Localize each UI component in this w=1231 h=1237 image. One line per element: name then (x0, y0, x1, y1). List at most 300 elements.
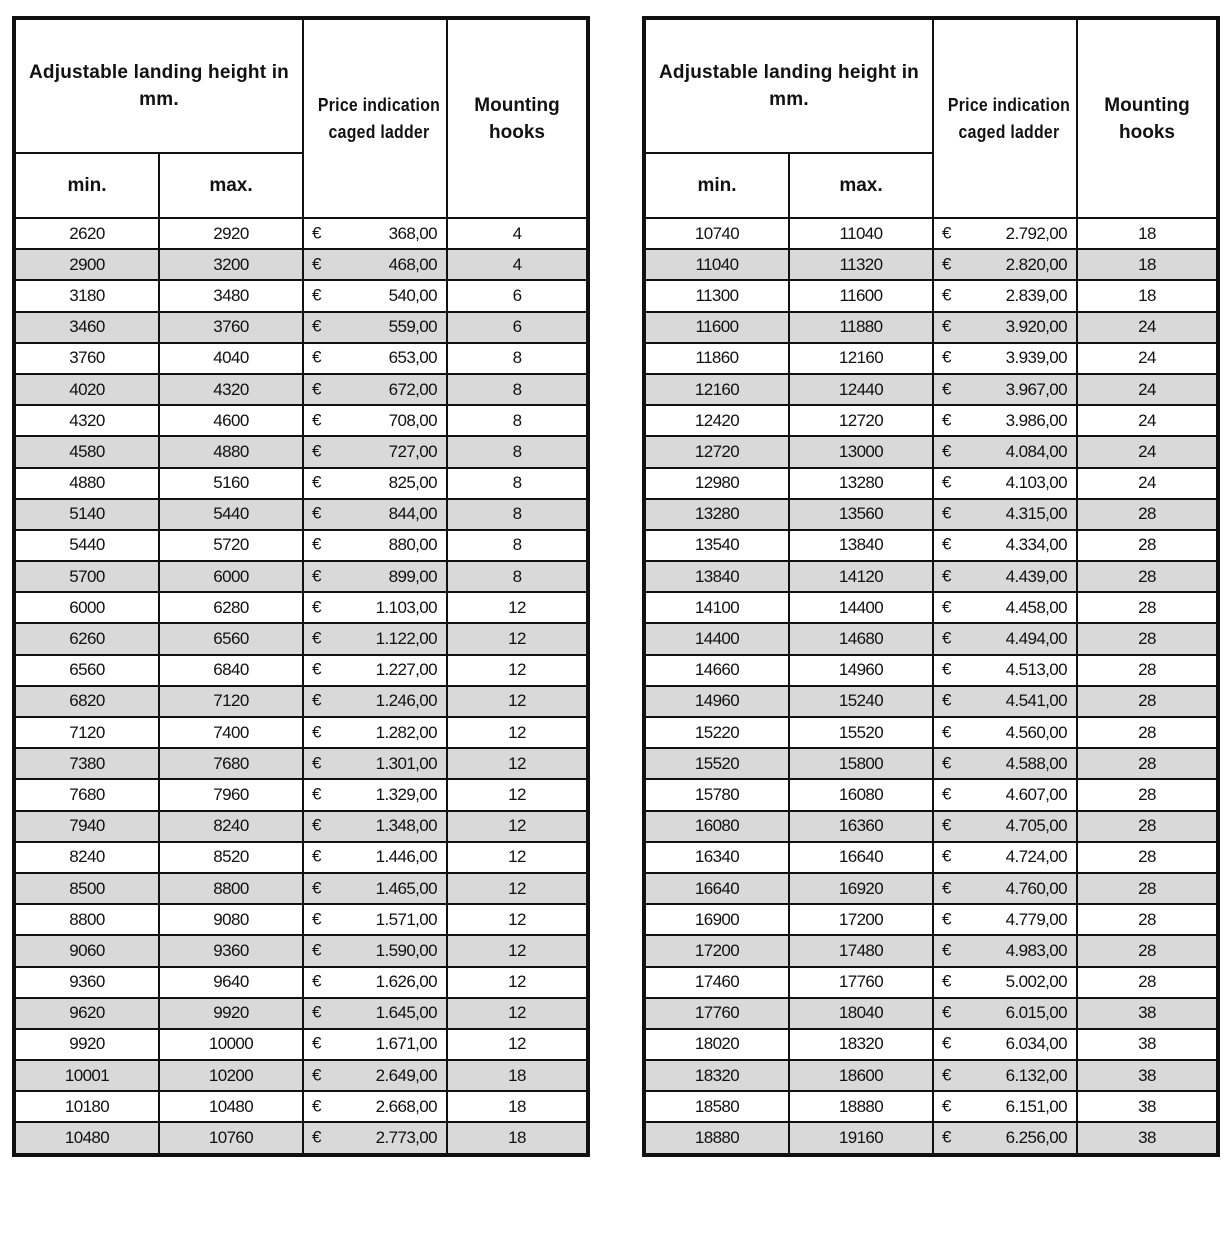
table-row (14, 1091, 588, 1122)
euro-symbol: € (312, 347, 321, 367)
cell-mounting-hooks: 28 (1077, 717, 1218, 748)
table-row (14, 873, 588, 904)
price-amount: 880,00 (388, 535, 438, 555)
price-amount: 1.645,00 (375, 1003, 438, 1023)
cell-min: 5140 (14, 499, 159, 530)
cell-mounting-hooks: 38 (1077, 1122, 1218, 1154)
price-amount: 4.513,00 (1005, 660, 1068, 680)
table-row (14, 592, 588, 623)
cell-mounting-hooks: 12 (447, 873, 588, 904)
cell-min: 4020 (14, 374, 159, 405)
cell-mounting-hooks: 28 (1077, 623, 1218, 654)
table-row (644, 1122, 1218, 1154)
euro-symbol: € (312, 503, 321, 523)
header-price-label: Price indication caged ladder (317, 94, 441, 142)
cell-price (303, 686, 447, 717)
euro-symbol: € (942, 597, 951, 617)
price-table-left (12, 16, 590, 1157)
cell-max: 8240 (159, 811, 303, 842)
cell-min: 5700 (14, 561, 159, 592)
euro-symbol: € (942, 659, 951, 679)
price-amount: 672,00 (388, 379, 438, 399)
cell-min: 11860 (644, 343, 789, 374)
cell-min: 3760 (14, 343, 159, 374)
euro-symbol: € (942, 909, 951, 929)
price-amount: 1.103,00 (375, 597, 438, 617)
price-amount: 708,00 (388, 410, 438, 430)
cell-mounting-hooks: 18 (1077, 280, 1218, 311)
cell-min: 6260 (14, 623, 159, 654)
cell-price (303, 312, 447, 343)
euro-symbol: € (312, 535, 321, 555)
euro-symbol: € (312, 784, 321, 804)
cell-price (933, 1029, 1077, 1060)
euro-symbol: € (312, 566, 321, 586)
cell-price (303, 1060, 447, 1091)
table-row (14, 779, 588, 810)
table-row (644, 873, 1218, 904)
price-amount: 4.084,00 (1005, 441, 1068, 461)
euro-symbol: € (312, 472, 321, 492)
cell-min: 10740 (644, 218, 789, 249)
table-row (644, 405, 1218, 436)
table-row (644, 967, 1218, 998)
cell-mounting-hooks: 28 (1077, 499, 1218, 530)
cell-mounting-hooks: 28 (1077, 686, 1218, 717)
cell-mounting-hooks: 12 (447, 779, 588, 810)
euro-symbol: € (942, 503, 951, 523)
table-row (644, 717, 1218, 748)
cell-price (303, 655, 447, 686)
euro-symbol: € (312, 441, 321, 461)
cell-price (933, 967, 1077, 998)
cell-min: 7120 (14, 717, 159, 748)
cell-mounting-hooks: 38 (1077, 998, 1218, 1029)
table-row (14, 312, 588, 343)
cell-price (303, 1122, 447, 1154)
cell-price (303, 904, 447, 935)
cell-price (933, 811, 1077, 842)
cell-mounting-hooks: 8 (447, 374, 588, 405)
cell-min: 17460 (644, 967, 789, 998)
cell-min: 7940 (14, 811, 159, 842)
table-row (14, 904, 588, 935)
table-row (14, 686, 588, 717)
cell-min: 12980 (644, 468, 789, 499)
cell-min: 2900 (14, 249, 159, 280)
cell-max: 13840 (789, 530, 933, 561)
table-row (644, 686, 1218, 717)
cell-mounting-hooks: 4 (447, 249, 588, 280)
table-row (14, 343, 588, 374)
price-amount: 2.668,00 (375, 1096, 438, 1116)
price-amount: 3.986,00 (1005, 410, 1068, 430)
price-amount: 4.458,00 (1005, 597, 1068, 617)
cell-price (933, 623, 1077, 654)
table-row (644, 280, 1218, 311)
cell-mounting-hooks: 12 (447, 655, 588, 686)
table-row (14, 655, 588, 686)
cell-price (933, 561, 1077, 592)
cell-max: 14400 (789, 592, 933, 623)
price-amount: 5.002,00 (1005, 972, 1068, 992)
cell-mounting-hooks: 28 (1077, 779, 1218, 810)
table-row (14, 967, 588, 998)
cell-max: 17200 (789, 904, 933, 935)
table-row (14, 1029, 588, 1060)
euro-symbol: € (312, 815, 321, 835)
cell-mounting-hooks: 28 (1077, 967, 1218, 998)
cell-mounting-hooks: 28 (1077, 873, 1218, 904)
cell-min: 2620 (14, 218, 159, 249)
euro-symbol: € (942, 628, 951, 648)
cell-mounting-hooks: 24 (1077, 405, 1218, 436)
price-amount: 844,00 (388, 504, 438, 524)
euro-symbol: € (942, 1002, 951, 1022)
table-row (14, 811, 588, 842)
table-row (14, 935, 588, 966)
cell-max: 10000 (159, 1029, 303, 1060)
cell-min: 8500 (14, 873, 159, 904)
cell-price (303, 530, 447, 561)
price-amount: 1.122,00 (375, 629, 438, 649)
price-amount: 468,00 (388, 254, 438, 274)
header-min: min. (14, 153, 159, 218)
table-row (14, 530, 588, 561)
price-amount: 4.439,00 (1005, 566, 1068, 586)
cell-price (303, 280, 447, 311)
price-amount: 1.227,00 (375, 660, 438, 680)
cell-min: 7380 (14, 748, 159, 779)
cell-price (303, 623, 447, 654)
cell-max: 19160 (789, 1122, 933, 1154)
cell-price (933, 436, 1077, 467)
cell-max: 9080 (159, 904, 303, 935)
cell-max: 4320 (159, 374, 303, 405)
cell-min: 4320 (14, 405, 159, 436)
price-amount: 4.760,00 (1005, 878, 1068, 898)
cell-min: 4880 (14, 468, 159, 499)
euro-symbol: € (312, 846, 321, 866)
header-landing-height: Adjustable landing height in mm. (644, 18, 933, 153)
cell-min: 11040 (644, 249, 789, 280)
cell-price (933, 717, 1077, 748)
cell-min: 14400 (644, 623, 789, 654)
table-row (14, 468, 588, 499)
cell-min: 13280 (644, 499, 789, 530)
cell-min: 14100 (644, 592, 789, 623)
cell-mounting-hooks: 28 (1077, 935, 1218, 966)
price-amount: 4.560,00 (1005, 722, 1068, 742)
price-amount: 3.967,00 (1005, 379, 1068, 399)
cell-price (303, 873, 447, 904)
table-row (644, 1060, 1218, 1091)
cell-min: 18320 (644, 1060, 789, 1091)
cell-mounting-hooks: 12 (447, 623, 588, 654)
cell-min: 9620 (14, 998, 159, 1029)
cell-min: 9060 (14, 935, 159, 966)
cell-mounting-hooks: 6 (447, 280, 588, 311)
euro-symbol: € (942, 379, 951, 399)
cell-mounting-hooks: 28 (1077, 655, 1218, 686)
cell-mounting-hooks: 12 (447, 935, 588, 966)
cell-price (303, 717, 447, 748)
cell-mounting-hooks: 28 (1077, 748, 1218, 779)
cell-max: 5720 (159, 530, 303, 561)
table-row (644, 436, 1218, 467)
euro-symbol: € (312, 1127, 321, 1147)
header-price (303, 18, 447, 218)
cell-mounting-hooks: 12 (447, 592, 588, 623)
price-amount: 2.649,00 (375, 1065, 438, 1085)
price-amount: 653,00 (388, 348, 438, 368)
euro-symbol: € (942, 1065, 951, 1085)
cell-max: 18600 (789, 1060, 933, 1091)
cell-max: 13000 (789, 436, 933, 467)
cell-max: 5440 (159, 499, 303, 530)
header-mounting-hooks: Mounting hooks (1077, 18, 1218, 218)
cell-mounting-hooks: 18 (1077, 249, 1218, 280)
header-landing-height: Adjustable landing height in mm. (14, 18, 303, 153)
table-row (644, 779, 1218, 810)
cell-max: 12160 (789, 343, 933, 374)
price-amount: 899,00 (388, 566, 438, 586)
cell-price (303, 998, 447, 1029)
cell-max: 2920 (159, 218, 303, 249)
cell-price (933, 312, 1077, 343)
price-amount: 1.626,00 (375, 972, 438, 992)
cell-max: 11320 (789, 249, 933, 280)
cell-min: 12720 (644, 436, 789, 467)
cell-price (933, 779, 1077, 810)
table-row (14, 218, 588, 249)
cell-price (933, 280, 1077, 311)
cell-price (933, 499, 1077, 530)
cell-mounting-hooks: 12 (447, 998, 588, 1029)
cell-max: 6000 (159, 561, 303, 592)
euro-symbol: € (312, 379, 321, 399)
euro-symbol: € (312, 254, 321, 274)
cell-price (933, 249, 1077, 280)
cell-min: 6820 (14, 686, 159, 717)
euro-symbol: € (942, 1096, 951, 1116)
cell-mounting-hooks: 24 (1077, 343, 1218, 374)
cell-mounting-hooks: 12 (447, 748, 588, 779)
cell-min: 3460 (14, 312, 159, 343)
table-row (14, 717, 588, 748)
price-amount: 4.705,00 (1005, 816, 1068, 836)
cell-max: 10760 (159, 1122, 303, 1154)
cell-mounting-hooks: 8 (447, 343, 588, 374)
cell-max: 15800 (789, 748, 933, 779)
cell-min: 13540 (644, 530, 789, 561)
table-row (644, 998, 1218, 1029)
table-row (644, 748, 1218, 779)
price-amount: 727,00 (388, 441, 438, 461)
price-table-right (642, 16, 1220, 1157)
table-row (14, 405, 588, 436)
price-amount: 6.132,00 (1005, 1065, 1068, 1085)
euro-symbol: € (312, 659, 321, 679)
price-amount: 3.939,00 (1005, 348, 1068, 368)
table-row (14, 249, 588, 280)
cell-price (933, 1060, 1077, 1091)
cell-min: 15220 (644, 717, 789, 748)
table-row (644, 561, 1218, 592)
price-amount: 2.820,00 (1005, 254, 1068, 274)
price-amount: 1.348,00 (375, 816, 438, 836)
cell-min: 16340 (644, 842, 789, 873)
cell-price (303, 561, 447, 592)
euro-symbol: € (942, 1034, 951, 1054)
cell-max: 17760 (789, 967, 933, 998)
table-row (644, 218, 1218, 249)
price-amount: 559,00 (388, 317, 438, 337)
cell-mounting-hooks: 24 (1077, 436, 1218, 467)
price-amount: 4.607,00 (1005, 784, 1068, 804)
cell-mounting-hooks: 28 (1077, 811, 1218, 842)
cell-price (933, 686, 1077, 717)
cell-max: 10480 (159, 1091, 303, 1122)
header-price-label: Price indication caged ladder (947, 94, 1071, 142)
price-amount: 4.724,00 (1005, 847, 1068, 867)
price-amount: 2.773,00 (375, 1128, 438, 1148)
price-amount: 4.334,00 (1005, 535, 1068, 555)
euro-symbol: € (942, 347, 951, 367)
cell-mounting-hooks: 28 (1077, 592, 1218, 623)
euro-symbol: € (312, 878, 321, 898)
table-row (644, 468, 1218, 499)
cell-price (933, 998, 1077, 1029)
table-row (644, 623, 1218, 654)
cell-mounting-hooks: 12 (447, 686, 588, 717)
cell-price (933, 1091, 1077, 1122)
cell-max: 12720 (789, 405, 933, 436)
price-amount: 6.256,00 (1005, 1128, 1068, 1148)
cell-max: 8520 (159, 842, 303, 873)
euro-symbol: € (312, 628, 321, 648)
euro-symbol: € (312, 722, 321, 742)
cell-price (303, 811, 447, 842)
price-amount: 1.282,00 (375, 722, 438, 742)
cell-max: 9640 (159, 967, 303, 998)
cell-mounting-hooks: 24 (1077, 312, 1218, 343)
cell-price (303, 967, 447, 998)
price-amount: 1.329,00 (375, 784, 438, 804)
euro-symbol: € (312, 909, 321, 929)
price-amount: 4.494,00 (1005, 629, 1068, 649)
euro-symbol: € (942, 940, 951, 960)
cell-min: 14660 (644, 655, 789, 686)
price-amount: 368,00 (388, 223, 438, 243)
cell-max: 4880 (159, 436, 303, 467)
table-row (14, 1060, 588, 1091)
price-amount: 4.983,00 (1005, 940, 1068, 960)
cell-mounting-hooks: 8 (447, 436, 588, 467)
table-row (14, 374, 588, 405)
cell-price (303, 436, 447, 467)
table-row (14, 436, 588, 467)
cell-max: 18880 (789, 1091, 933, 1122)
price-amount: 540,00 (388, 285, 438, 305)
cell-max: 7680 (159, 748, 303, 779)
cell-price (933, 405, 1077, 436)
header-price (933, 18, 1077, 218)
cell-mounting-hooks: 38 (1077, 1060, 1218, 1091)
euro-symbol: € (942, 410, 951, 430)
cell-max: 13560 (789, 499, 933, 530)
euro-symbol: € (942, 878, 951, 898)
euro-symbol: € (942, 472, 951, 492)
euro-symbol: € (942, 316, 951, 336)
table-row (644, 1029, 1218, 1060)
cell-mounting-hooks: 12 (447, 1029, 588, 1060)
cell-price (303, 592, 447, 623)
cell-max: 11600 (789, 280, 933, 311)
cell-max: 16080 (789, 779, 933, 810)
cell-mounting-hooks: 28 (1077, 842, 1218, 873)
price-amount: 2.839,00 (1005, 285, 1068, 305)
cell-max: 11040 (789, 218, 933, 249)
cell-min: 7680 (14, 779, 159, 810)
cell-max: 4040 (159, 343, 303, 374)
euro-symbol: € (942, 753, 951, 773)
euro-symbol: € (942, 784, 951, 804)
cell-max: 4600 (159, 405, 303, 436)
cell-price (933, 748, 1077, 779)
cell-price (303, 343, 447, 374)
euro-symbol: € (942, 441, 951, 461)
cell-min: 6560 (14, 655, 159, 686)
euro-symbol: € (312, 971, 321, 991)
euro-symbol: € (312, 940, 321, 960)
cell-min: 8240 (14, 842, 159, 873)
price-amount: 1.590,00 (375, 940, 438, 960)
cell-price (933, 468, 1077, 499)
table-body (14, 218, 588, 1155)
table-row (644, 1091, 1218, 1122)
cell-mounting-hooks: 12 (447, 717, 588, 748)
table-row (644, 655, 1218, 686)
price-amount: 4.779,00 (1005, 909, 1068, 929)
cell-min: 17760 (644, 998, 789, 1029)
cell-price (303, 935, 447, 966)
cell-min: 18880 (644, 1122, 789, 1154)
cell-mounting-hooks: 18 (447, 1060, 588, 1091)
price-amount: 4.588,00 (1005, 753, 1068, 773)
cell-price (303, 374, 447, 405)
cell-mounting-hooks: 12 (447, 967, 588, 998)
cell-mounting-hooks: 28 (1077, 561, 1218, 592)
cell-min: 3180 (14, 280, 159, 311)
euro-symbol: € (942, 1127, 951, 1147)
cell-min: 10180 (14, 1091, 159, 1122)
table-row (644, 592, 1218, 623)
price-amount: 2.792,00 (1005, 223, 1068, 243)
cell-max: 6560 (159, 623, 303, 654)
cell-price (933, 873, 1077, 904)
price-amount: 1.446,00 (375, 847, 438, 867)
cell-mounting-hooks: 12 (447, 811, 588, 842)
price-amount: 3.920,00 (1005, 317, 1068, 337)
table-body (644, 218, 1218, 1155)
euro-symbol: € (312, 316, 321, 336)
table-row (14, 748, 588, 779)
euro-symbol: € (942, 971, 951, 991)
header-min: min. (644, 153, 789, 218)
cell-mounting-hooks: 6 (447, 312, 588, 343)
cell-price (303, 468, 447, 499)
